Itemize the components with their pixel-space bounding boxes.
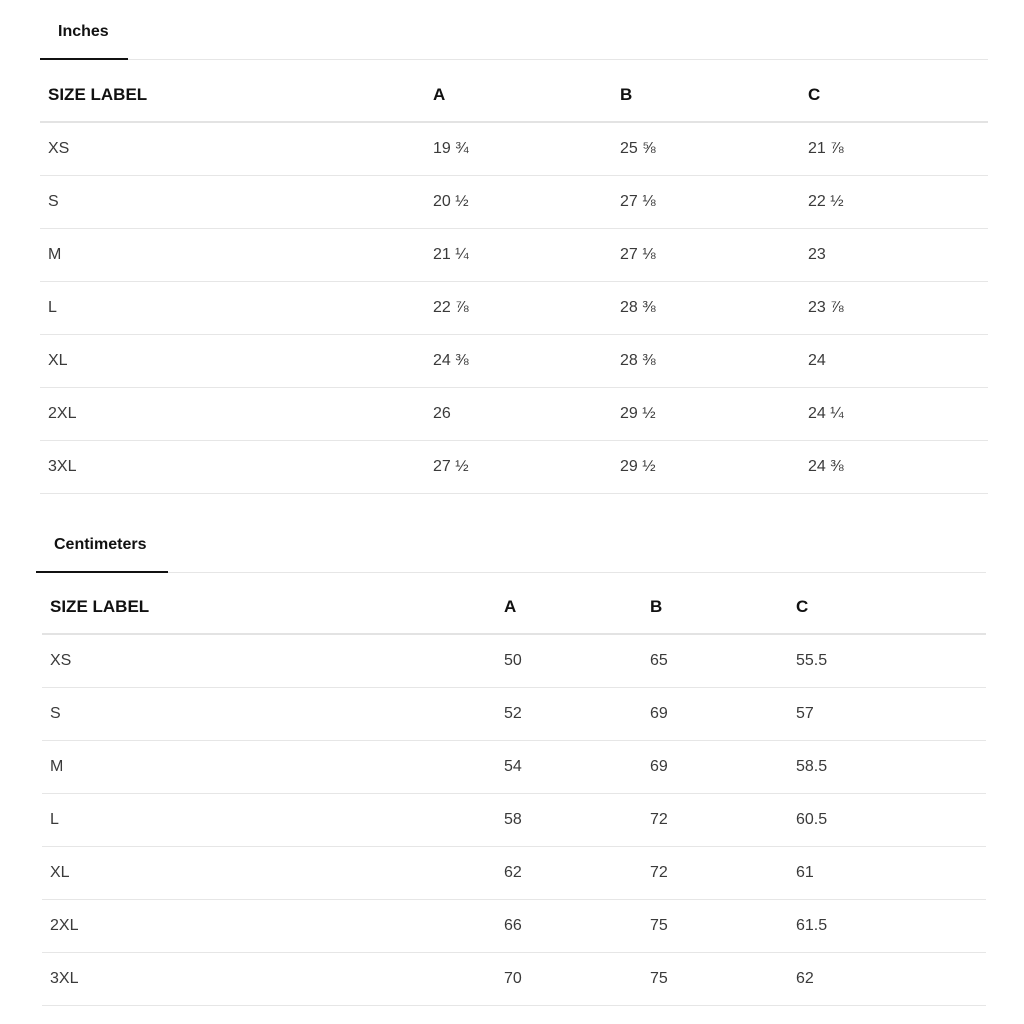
b-cell: 72 [642,793,788,846]
c-cell: 61 [788,846,986,899]
table-row [40,440,988,493]
c-cell: 22 ½ [800,175,988,228]
table-row [40,175,988,228]
a-cell: 20 ½ [425,175,612,228]
header-b: B [642,581,788,634]
size-label-cell: L [42,793,496,846]
inches-size-table [40,68,988,494]
b-cell: 28 ⅜ [612,281,800,334]
table-row [42,793,986,846]
b-cell: 69 [642,687,788,740]
size-label-cell: 3XL [42,952,496,1005]
table-row [40,334,988,387]
header-size-label: SIZE LABEL [42,581,496,634]
header-size-label: SIZE LABEL [40,68,425,122]
table-header-row [40,68,988,122]
b-cell: 75 [642,952,788,1005]
c-cell: 24 [800,334,988,387]
b-cell: 69 [642,740,788,793]
b-cell: 27 ⅛ [612,175,800,228]
b-cell: 25 ⅝ [612,122,800,175]
a-cell: 50 [496,634,642,687]
c-cell: 57 [788,687,986,740]
header-c: C [788,581,986,634]
centimeters-size-table [42,581,986,1006]
table-row [42,634,986,687]
size-label-cell: M [40,228,425,281]
size-label-cell: S [40,175,425,228]
b-cell: 29 ½ [612,440,800,493]
size-label-cell: 2XL [40,387,425,440]
c-cell: 61.5 [788,899,986,952]
a-cell: 66 [496,899,642,952]
c-cell: 24 ⅜ [800,440,988,493]
table-header-row [42,581,986,634]
table-row [40,228,988,281]
size-label-cell: L [40,281,425,334]
header-a: A [496,581,642,634]
a-cell: 52 [496,687,642,740]
a-cell: 70 [496,952,642,1005]
b-cell: 27 ⅛ [612,228,800,281]
a-cell: 24 ⅜ [425,334,612,387]
a-cell: 19 ¾ [425,122,612,175]
header-c: C [800,68,988,122]
size-label-cell: XL [40,334,425,387]
c-cell: 58.5 [788,740,986,793]
size-label-cell: XS [42,634,496,687]
a-cell: 58 [496,793,642,846]
table-row [42,846,986,899]
table-row [40,281,988,334]
tab-centimeters[interactable]: Centimeters [54,536,147,553]
size-label-cell: 2XL [42,899,496,952]
c-cell: 23 [800,228,988,281]
c-cell: 21 ⅞ [800,122,988,175]
size-label-cell: XS [40,122,425,175]
table-row [42,899,986,952]
tab-baseline [40,59,988,60]
b-cell: 29 ½ [612,387,800,440]
a-cell: 27 ½ [425,440,612,493]
size-label-cell: S [42,687,496,740]
c-cell: 24 ¼ [800,387,988,440]
b-cell: 72 [642,846,788,899]
c-cell: 60.5 [788,793,986,846]
c-cell: 62 [788,952,986,1005]
b-cell: 75 [642,899,788,952]
size-label-cell: XL [42,846,496,899]
table-row [42,952,986,1005]
tab-active-underline [36,571,168,573]
a-cell: 54 [496,740,642,793]
tab-inches[interactable]: Inches [58,23,109,40]
a-cell: 22 ⅞ [425,281,612,334]
c-cell: 23 ⅞ [800,281,988,334]
header-b: B [612,68,800,122]
table-row [40,387,988,440]
a-cell: 21 ¼ [425,228,612,281]
b-cell: 28 ⅜ [612,334,800,387]
table-row [42,740,986,793]
table-row [42,687,986,740]
a-cell: 62 [496,846,642,899]
tab-baseline [36,572,986,573]
header-a: A [425,68,612,122]
b-cell: 65 [642,634,788,687]
c-cell: 55.5 [788,634,986,687]
table-row [40,122,988,175]
a-cell: 26 [425,387,612,440]
tab-active-underline [40,58,128,60]
size-label-cell: M [42,740,496,793]
size-label-cell: 3XL [40,440,425,493]
